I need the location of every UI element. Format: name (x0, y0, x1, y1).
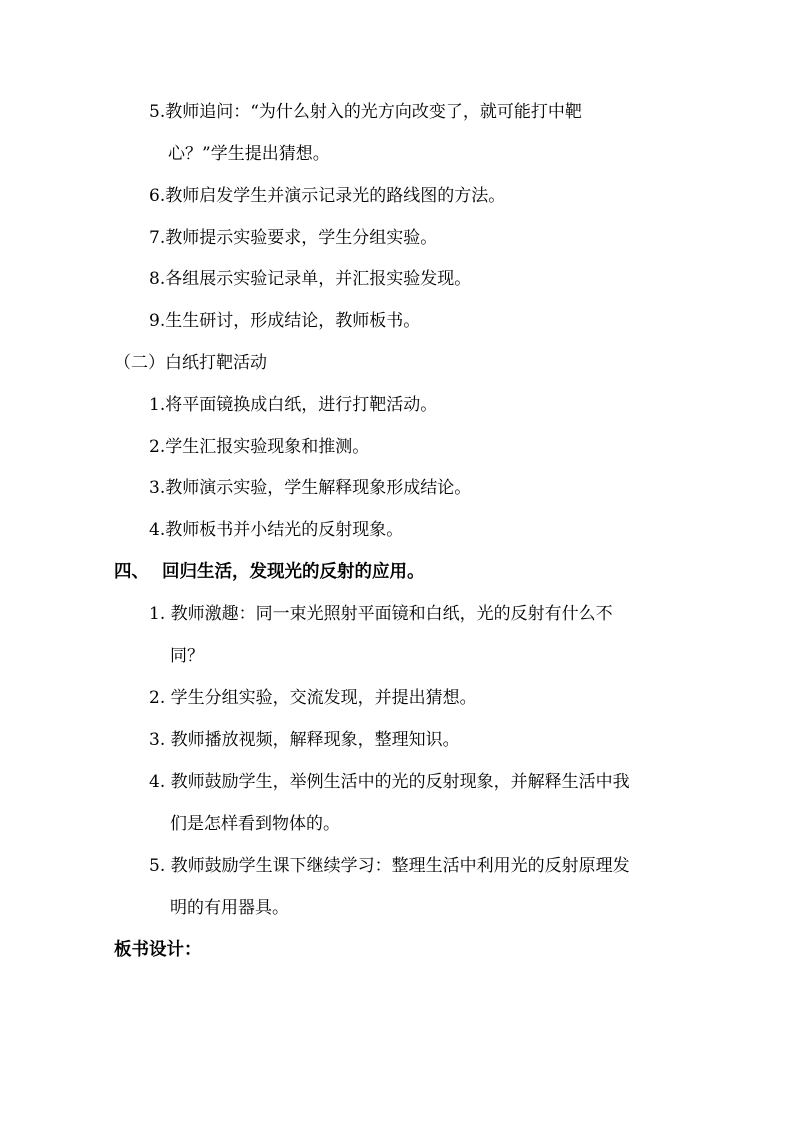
section-4-number: 四、 (114, 562, 149, 582)
s4-item-5-line-2: 明的有用器具。 (170, 898, 289, 918)
subsection-heading: （二）白纸打靶活动 (114, 353, 267, 373)
sub2-item-3: 3.教师演示实验，学生解释现象形成结论。 (149, 478, 472, 498)
s4-item-1-line-2: 同？ (170, 646, 204, 666)
item-7: 7.教师提示实验要求，学生分组实验。 (149, 228, 438, 248)
sub2-item-1: 1.将平面镜换成白纸，进行打靶活动。 (149, 395, 438, 415)
s4-item-5-line-1: 5. 教师鼓励学生课下继续学习：整理生活中利用光的反射原理发 (149, 856, 630, 876)
sub2-item-2: 2.学生汇报实验现象和推测。 (149, 437, 370, 457)
sub2-item-4: 4.教师板书并小结光的反射现象。 (149, 520, 404, 540)
item-9: 9.生生研讨，形成结论，教师板书。 (149, 311, 421, 331)
item-5-line-2: 心？”学生提出猜想。 (168, 144, 330, 164)
item-6: 6.教师启发学生并演示记录光的路线图的方法。 (149, 186, 506, 206)
item-5-line-1: 5.教师追问：“为什么射入的光方向改变了，就可能打中靶 (149, 102, 582, 122)
s4-item-1-line-1: 1. 教师激趣：同一束光照射平面镜和白纸，光的反射有什么不 (149, 604, 613, 624)
s4-item-4-line-1: 4. 教师鼓励学生，举例生活中的光的反射现象，并解释生活中我 (149, 772, 630, 792)
s4-item-3: 3. 教师播放视频，解释现象，整理知识。 (149, 730, 460, 750)
section-4-title: 回归生活，发现光的反射的应用。 (162, 562, 425, 582)
board-design-heading: 板书设计： (114, 940, 202, 960)
s4-item-2: 2. 学生分组实验，交流发现，并提出猜想。 (149, 688, 477, 708)
s4-item-4-line-2: 们是怎样看到物体的。 (170, 814, 340, 834)
item-8: 8.各组展示实验记录单，并汇报实验发现。 (149, 269, 472, 289)
